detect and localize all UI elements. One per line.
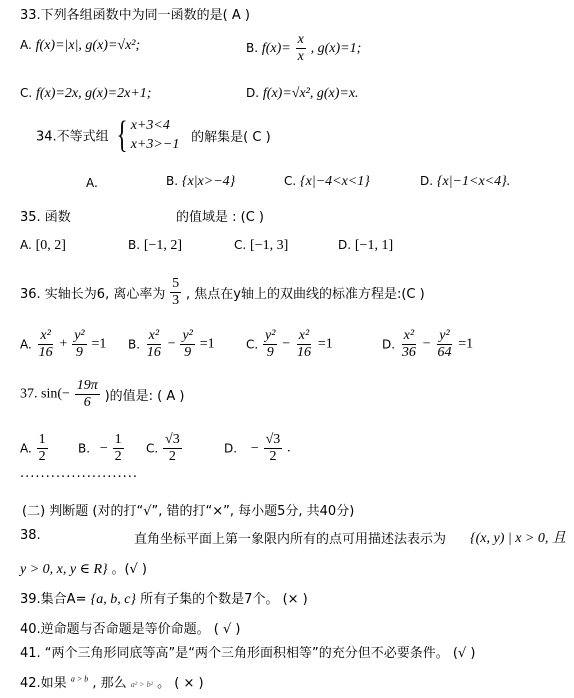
q42-text2: , 那么 [92,676,127,691]
q37-d-sign: − [250,440,259,456]
q42-small2: a² > b² [130,680,153,689]
q34-ineq-line1: x+3<4 [130,118,170,133]
q36-d-label: D. [382,337,396,352]
q35-d-label: D. [338,238,352,252]
q34-b-expr: {x|x>−4} [181,174,236,189]
q37-option-c [146,432,183,465]
q38-expr1: {(x, y) | x > 0, 且 [470,531,566,546]
q34-stem-tail: 的解集是( C ) [191,129,271,145]
q37-d-num: √3 [265,432,281,447]
q42-text1: 42.如果 [20,676,67,691]
q37-c-label: C. [146,441,159,456]
q37-frac-den: 6 [83,395,91,410]
q35-a-label: A. [20,238,32,252]
q36-frac-num: 5 [172,276,180,291]
q37-b-den: 2 [114,449,122,464]
q37-option-b [78,432,125,465]
section-2-heading: (二) 判断题 (对的打“√”, 错的打“×”, 每小题5分, 共40分) [22,504,355,519]
q33-option-b [246,32,361,65]
q36-eccentricity-fraction [170,276,181,309]
q36-option-d [382,328,473,361]
q37-b-num: 1 [114,432,122,447]
q38-number: 38. [20,528,41,543]
q36-b-label: B. [128,337,141,352]
q33-option-c [20,86,151,102]
q36-c-frac1-den: 9 [266,345,274,360]
q33-option-d [246,86,359,102]
q39-line [20,588,308,608]
q36-stem1: 36. 实轴长为6, 离心率为 [20,287,166,302]
dotted-separator: ······················· [20,470,139,485]
q39-expr: {a, b, c} [90,592,137,607]
q36-stem [20,276,425,309]
q33-b-label: B. [246,41,259,55]
q34-option-d [420,174,510,190]
q33-d-expr: f(x)=√x², g(x)=x. [262,86,359,101]
q36-stem2: , 焦点在y轴上的双曲线的标准方程是:(C ) [186,287,425,302]
q33-b-expr2: , g(x)=1; [310,41,362,56]
q37-d-tail: . [287,440,291,456]
q38-line2 [20,558,147,578]
q36-d-eq: =1 [458,336,474,352]
q37-a-label: A. [20,441,32,456]
q33-c-expr: f(x)=2x, g(x)=2x+1; [36,86,152,101]
q36-b-op: − [167,336,176,352]
left-brace-icon: { [116,114,128,156]
q35-a-expr: [0, 2] [35,238,66,253]
q42-small1: a > b [70,674,89,684]
q36-a-frac1-num: x² [40,328,51,343]
q33-a-expr: f(x)=|x|, g(x)=√x²; [35,38,141,53]
q36-b-frac2-den: 9 [184,345,192,360]
q35-stem2: 的值域是 : (C ) [176,210,264,225]
q38-expr2: y > 0, x, y ∈ R} [20,562,108,577]
q36-d-frac1-den: 36 [401,345,416,360]
q36-a-label: A. [20,337,32,352]
q40-line: 40.逆命题与否命题是等价命题。 ( √ ) [20,622,241,637]
q35-b-expr: [−1, 2] [143,238,183,253]
q37-stem [20,378,184,411]
q36-c-label: C. [246,337,259,352]
q33-b-expr1: f(x)= [261,41,291,56]
q33-option-a [20,38,140,54]
q34-c-label: C. [284,174,297,188]
q35-c-label: C. [234,238,247,252]
q34-inequality-system [113,116,180,154]
q35-option-b [128,238,182,254]
q37-a-den: 2 [38,449,46,464]
q33-stem: 33.下列各组函数中为同一函数的是( A ) [20,8,250,23]
q36-c-eq: =1 [317,336,333,352]
q34-ineq-line2: x+3>−1 [130,137,180,152]
q33-b-frac-num: x [297,32,304,47]
q36-c-frac2-num: x² [298,328,310,343]
q36-frac-den: 3 [172,293,180,308]
q37-stem1: 37. sin(− [20,386,70,402]
q36-a-op: + [59,336,68,352]
q37-frac-num: 19π [76,378,98,393]
q36-d-frac1-num: x² [403,328,415,343]
q34-stem-text: 34.不等式组 [36,129,109,145]
q36-c-frac1-num: y² [265,328,276,343]
q35-option-a [20,238,66,254]
q37-a-num: 1 [38,432,46,447]
q34-stem [36,116,271,154]
q34-d-expr: {x|−1<x<4}. [436,174,511,189]
q36-option-c [246,328,333,361]
q36-d-op: − [422,336,431,352]
q33-b-frac-den: x [297,49,304,64]
q36-d-frac2-den: 64 [437,345,452,360]
q36-c-op: − [282,336,291,352]
q35-d-expr: [−1, 1] [354,238,394,253]
q41-line: 41. “两个三角形同底等高”是“两个三角形面积相等”的充分但不必要条件。 (√ ) [20,646,476,661]
q36-b-frac2-num: y² [182,328,193,343]
q35-c-expr: [−1, 3] [250,238,289,253]
q36-b-frac1-num: x² [148,328,160,343]
q34-option-a: A. [86,176,98,190]
q36-a-frac2-den: 9 [75,345,83,360]
q38-text: 直角坐标平面上第一象限内所有的点可用描述法表示为 [134,532,447,547]
q36-option-a [20,328,106,361]
q36-option-b [128,328,215,361]
q37-option-a [20,432,49,465]
q35-option-d [338,238,393,254]
q36-a-eq: =1 [91,336,107,352]
q37-b-sign: − [99,440,108,456]
q37-c-num: √3 [165,432,180,447]
q35-stem1: 35. 函数 [20,210,71,225]
q34-b-label: B. [166,174,179,188]
q34-d-label: D. [420,174,434,188]
q42-text3: 。 ( × ) [157,676,204,691]
q37-c-den: 2 [168,449,176,464]
q34-option-b [166,174,235,190]
q37-option-d [224,432,291,465]
q34-c-expr: {x|−4<x<1} [300,174,370,189]
q33-c-label: C. [20,86,33,100]
q36-d-frac2-num: y² [439,328,450,343]
q36-c-frac2-den: 16 [297,345,312,360]
q37-d-den: 2 [269,449,277,464]
q33-a-label: A. [20,38,32,52]
q36-a-frac1-den: 16 [38,345,53,360]
q33-d-label: D. [246,86,260,100]
q37-d-label: D. [224,441,238,456]
q36-b-eq: =1 [199,336,215,352]
q35-b-label: B. [128,238,141,252]
q33-b-fraction [296,32,306,65]
q35-option-c [234,238,288,254]
q42-line [20,672,204,691]
q34-option-c [284,174,370,190]
q39-text1: 39.集合A= [20,592,87,607]
q36-a-frac2-num: y² [74,328,85,343]
q36-b-frac1-den: 16 [146,345,161,360]
q37-stem2: )的值是: ( A ) [104,389,185,404]
q37-b-label: B. [78,441,91,456]
q38-answer: 。(√ ) [111,562,147,577]
q39-text2: 所有子集的个数是7个。 (× ) [140,592,308,607]
